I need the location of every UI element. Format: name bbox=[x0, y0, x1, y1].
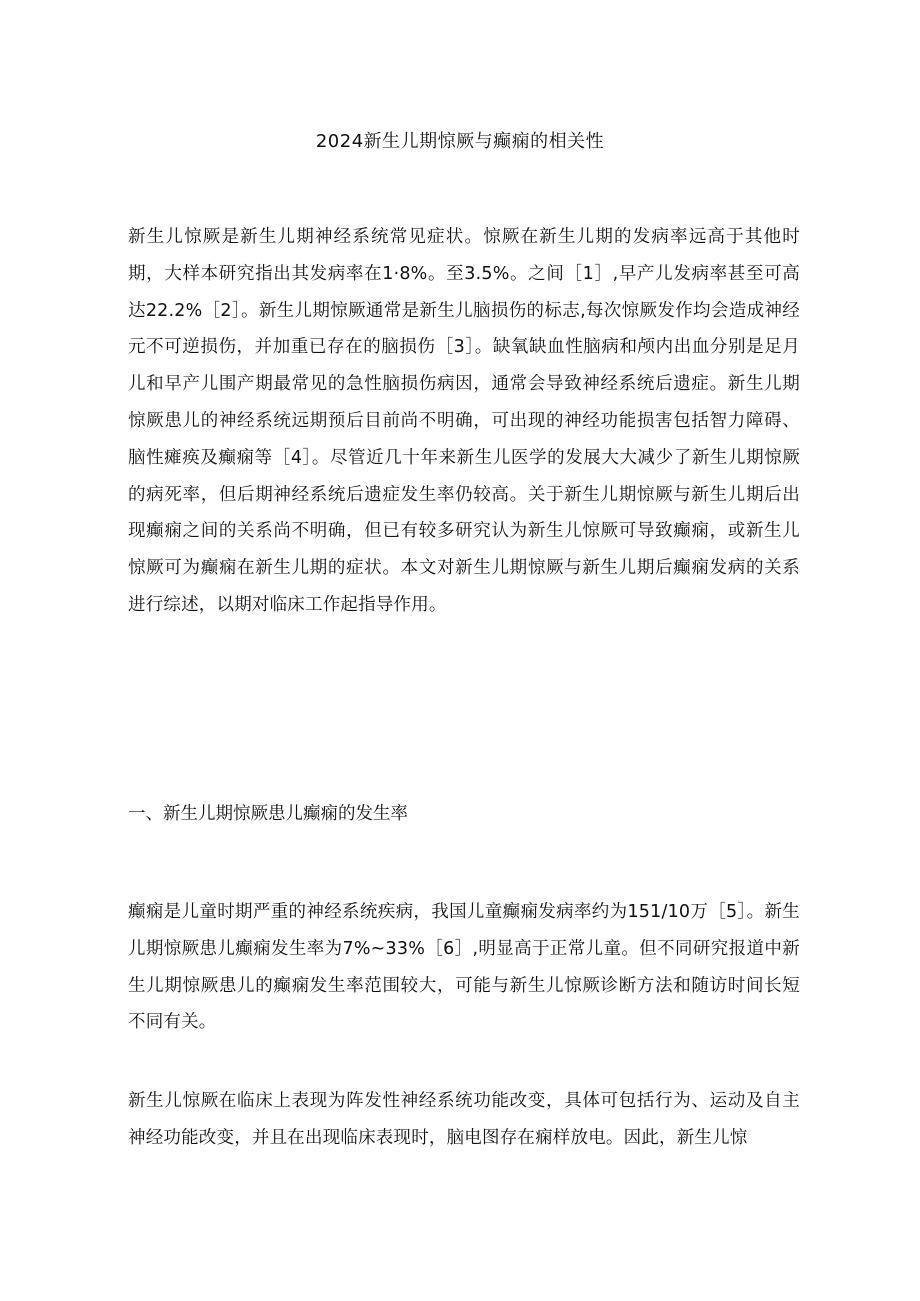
section-heading: 一、新生儿期惊厥患儿癫痫的发生率 bbox=[128, 804, 408, 824]
intro-paragraph: 新生儿惊厥是新生儿期神经系统常见症状。惊厥在新生儿期的发病率远高于其他时期，大样本研究指出其发病率在1·8%。至3.5%。之间［1］,早产儿发病率甚至可高达22.2%［2］。新生儿期惊厥通常是新生儿脑损伤的标志,每次惊厥发作均会造成神经元不可逆损伤，并加重已存在的脑损伤［3］。缺氧缺血性脑病和颅内出血分别是足月儿和早产儿围产期最常见的急性脑损伤病因，通常会导致神经系统后遗症。新生儿期惊厥患儿的神经系统远期预后目前尚不明确，可出现的神经功能损害包括智力障碍、脑性瘫痪及癫痫等［4］。尽管近几十年来新生儿医学的发展大大减少了新生儿期惊厥的病死率，但后期神经系统后遗症发生率仍较高。关于新生儿期惊厥与新生儿期后出现癫痫之间的关系尚不明确，但已有较多研究认为新生儿惊厥可导致癫痫，或新生儿惊厥可为癫痫在新生儿期的症状。本文对新生儿期惊厥与新生儿期后癫痫发病的关系进行综述，以期对临床工作起指导作用。 bbox=[128, 227, 800, 615]
clinical-paragraph: 新生儿惊厥在临床上表现为阵发性神经系统功能改变，具体可包括行为、运动及自主神经功能改变，并且在出现临床表现时，脑电图存在痫样放电。因此，新生儿惊 bbox=[128, 1091, 800, 1148]
document-title: 2024新生儿期惊厥与癫痫的相关性 bbox=[315, 131, 605, 152]
incidence-paragraph: 癫痫是儿童时期严重的神经系统疾病，我国儿童癫痫发病率约为151/10万［5］。新生儿期惊厥患儿癫痫发生率为7%~33%［6］,明显高于正常儿童。但不同研究报道中新生儿期惊厥患儿的癫痫发生率范围较大，可能与新生儿惊厥诊断方法和随访时间长短不同有关。 bbox=[128, 902, 800, 1033]
